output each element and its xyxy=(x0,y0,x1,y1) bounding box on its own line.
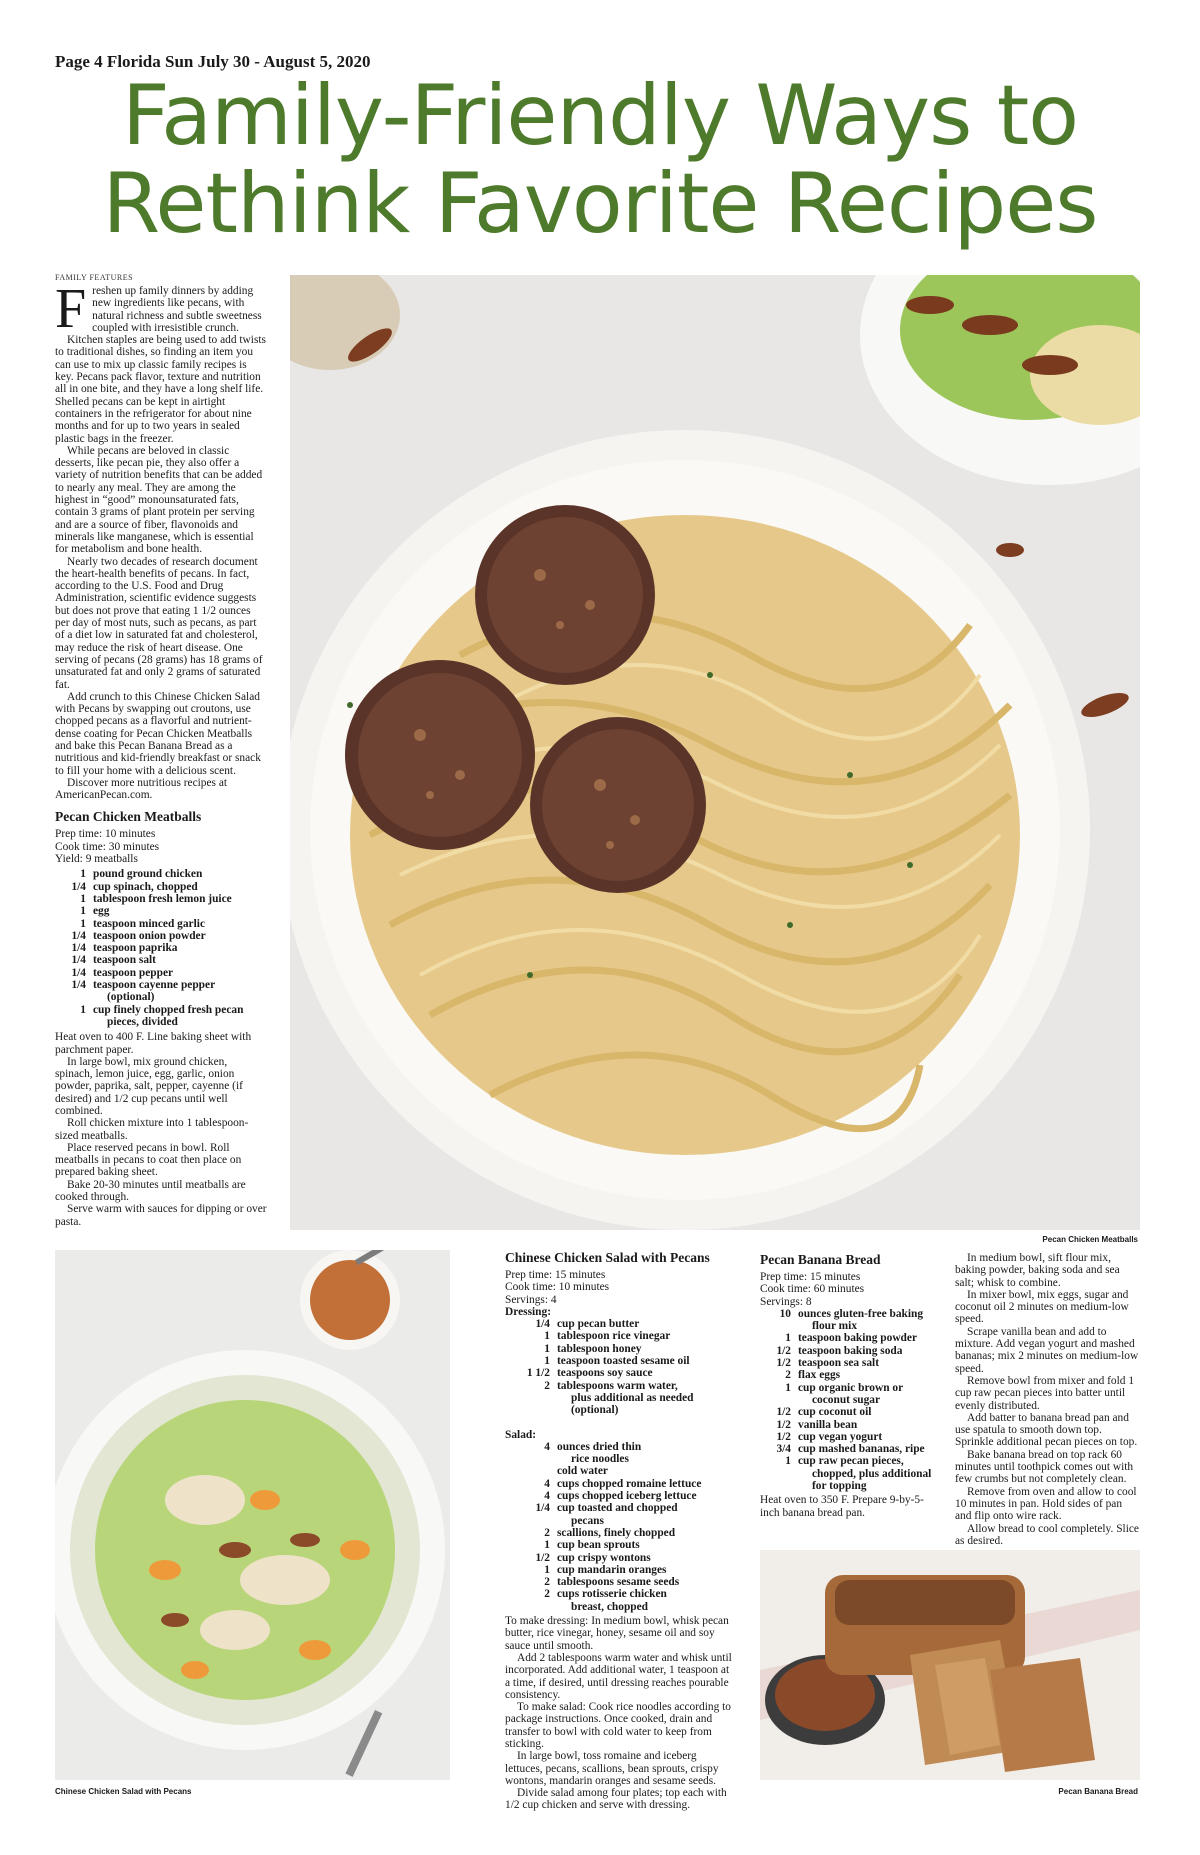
meatballs-yield: Yield: 9 meatballs xyxy=(55,853,138,866)
ingredient-row: 1 tablespoon honey xyxy=(544,1342,642,1355)
ingredient-row: 4 cups chopped romaine lettuce xyxy=(544,1477,702,1490)
headline-line-2: Rethink Favorite Recipes xyxy=(102,155,1098,252)
meatballs-step-2: In large bowl, mix ground chicken, spinach, lemon juice, egg, garlic, onion powder, paprika, salt, pepper, cayenne (if desired) and 1/2 cup pecans until well combined. xyxy=(55,1055,243,1117)
ingredient-row: 1/4 teaspoon cayenne pepper (optional) xyxy=(71,979,216,1004)
credit-line: FAMILY FEATURES xyxy=(55,273,134,282)
meatballs-cook: Cook time: 30 minutes xyxy=(55,840,160,853)
salad-servings: Servings: 4 xyxy=(505,1293,557,1306)
meatballs-title: Pecan Chicken Meatballs xyxy=(55,809,202,825)
meatballs-step-6: Serve warm with sauces for dipping or over pasta. xyxy=(55,1203,267,1228)
bread-photo xyxy=(760,1550,1140,1780)
ingredient-row: 4 ounces dried thin rice noodles xyxy=(544,1440,642,1466)
intro-paragraph-4: Nearly two decades of research document the heart-health benefits of pecans. In fact, according to the U.S. Food and Drug Administration, scientific evidence suggests but does not prove that eating 1 1/2 ounces per day of most nuts, such as pecans, as part of a diet low in saturated fat and cholesterol, may reduce the risk of heart disease. One serving of pecans (28 grams) has 18 grams of unsaturated fat and only 2 grams of saturated fat. xyxy=(55,555,263,691)
bread-step-3: In mixer bowl, mix eggs, sugar and coconut oil 2 minutes on medium-low speed. xyxy=(955,1288,1129,1326)
ingredient-row: 1/4 teaspoon onion powder xyxy=(71,929,206,942)
ingredient-row: 1/4 cup toasted and chopped pecans xyxy=(535,1502,678,1527)
salad-title: Chinese Chicken Salad with Pecans xyxy=(505,1250,710,1265)
ingredient-row: 2 flax eggs xyxy=(785,1369,841,1382)
page-folio: Page 4 Florida Sun July 30 - August 5, 2020 xyxy=(55,52,371,71)
salad-column xyxy=(505,1250,737,1812)
ingredient-row: 2 scallions, finely chopped xyxy=(544,1526,676,1539)
meatballs-step-4: Place reserved pecans in bowl. Roll meatballs in pecans to coat then place on prepared baking sheet. xyxy=(55,1141,242,1179)
ingredient-row: 1 1/2 teaspoons soy sauce xyxy=(526,1367,653,1380)
ingredient-row: 1 cup mandarin oranges xyxy=(544,1563,667,1576)
ingredient-row: cold water xyxy=(557,1465,608,1478)
bread-prep: Prep time: 15 minutes xyxy=(760,1271,861,1283)
intro-column xyxy=(55,278,267,1228)
ingredient-row: 1/2 teaspoon baking soda xyxy=(776,1344,903,1357)
intro-paragraph-5: Add crunch to this Chinese Chicken Salad with Pecans by swapping out croutons, use chopped pecans as a flavorful and nutrient-dense coating for Pecan Chicken Meatballs and bake this Pecan Banana Bread as a nutritious and kid-friendly breakfast or snack to fill your home with a delicious scent. xyxy=(55,690,261,777)
meatballs-step-5: Bake 20-30 minutes until meatballs are cooked through. xyxy=(55,1178,246,1204)
intro-paragraph-2: Kitchen staples are being used to add twists to traditional dishes, so finding an item you can use to mix up classic family recipes is key. Pecans pack flavor, texture and nutrition all in one bite, and they have a long shelf life. Shelled pecans can be kept in airtight containers in the refrigerator for about nine months and for up to two years in sealed plastic bags in the freezer. xyxy=(55,334,266,445)
bread-cook: Cook time: 60 minutes xyxy=(760,1283,865,1296)
ingredient-row: 2 tablespoons warm water, plus additional as needed (optional) xyxy=(544,1379,694,1417)
bread-column-1 xyxy=(760,1252,938,1519)
ingredient-row: 1/2 cup vegan yogurt xyxy=(776,1430,883,1443)
ingredient-row: 4 cups chopped iceberg lettuce xyxy=(544,1490,697,1503)
salad-step-1: To make dressing: In medium bowl, whisk pecan butter, rice vinegar, honey, sesame oil and soy sauce until smooth. xyxy=(505,1615,729,1652)
bread-ingredient-list xyxy=(760,1308,938,1492)
meatballs-ingredient-list xyxy=(55,868,267,1028)
ingredient-row: 1/2 cup coconut oil xyxy=(776,1406,872,1419)
ingredient-row: 1 pound ground chicken xyxy=(80,868,203,881)
ingredient-row: 1/4 teaspoon salt xyxy=(71,954,156,967)
salad-cook: Cook time: 10 minutes xyxy=(505,1281,610,1294)
bread-step-1: Heat oven to 350 F. Prepare 9-by-5-inch banana bread pan. xyxy=(760,1494,924,1519)
ingredient-row: 1 cup raw pecan pieces, chopped, plus additional for topping xyxy=(785,1455,932,1493)
ingredient-row: 1 egg xyxy=(80,905,110,918)
bread-servings: Servings: 8 xyxy=(760,1295,812,1308)
salad-photo-caption: Chinese Chicken Salad with Pecans xyxy=(55,1787,192,1796)
bread-photo-caption: Pecan Banana Bread xyxy=(1058,1787,1138,1796)
bread-step-7: Bake banana bread on top rack 60 minutes until toothpick comes out with few crumbs but not completely clean. xyxy=(955,1448,1134,1486)
headline-line-1: Family-Friendly Ways to xyxy=(121,67,1079,164)
ingredient-row: 1/4 cup spinach, chopped xyxy=(71,880,198,893)
meatballs-step-3: Roll chicken mixture into 1 tablespoon-sized meatballs. xyxy=(55,1117,249,1142)
intro-paragraph-1: Freshen up family dinners by adding new ingredients like pecans, with natural richness and subtle sweetness coupled with irresistible crunch. xyxy=(55,278,262,340)
salad-step-2: Add 2 tablespoons warm water and whisk until incorporated. Add additional water, 1 teaspoon at a time, if desired, until dressing reaches pourable consistency. xyxy=(505,1651,732,1701)
bread-step-4: Scrape vanilla bean and add to mixture. Add vegan yogurt and mashed bananas; mix 2 minutes on medium-low speed. xyxy=(955,1325,1139,1375)
ingredient-row: 2 tablespoons sesame seeds xyxy=(544,1576,680,1589)
salad-step-5: Divide salad among four plates; top each with 1/2 cup chicken and serve with dressing. xyxy=(505,1787,727,1812)
page-headline xyxy=(40,67,1160,252)
ingredient-row: 1 cup organic brown or coconut sugar xyxy=(785,1381,904,1406)
bread-title: Pecan Banana Bread xyxy=(760,1252,881,1267)
ingredient-row: 1/2 teaspoon sea salt xyxy=(776,1357,880,1370)
salad-ingredient-list xyxy=(505,1441,737,1613)
salad-label: Salad: xyxy=(505,1428,537,1441)
ingredient-row: 1 tablespoon fresh lemon juice xyxy=(80,892,232,905)
ingredient-row: 1/2 vanilla bean xyxy=(776,1418,858,1431)
intro-paragraph-6: Discover more nutritious recipes at AmericanPecan.com. xyxy=(55,776,228,802)
bread-step-8: Remove from oven and allow to cool 10 minutes in pan. Hold sides of pan and flip onto wire rack. xyxy=(955,1485,1137,1523)
bread-column-2 xyxy=(955,1252,1141,1547)
dressing-label: Dressing: xyxy=(505,1305,551,1318)
salad-photo xyxy=(55,1250,450,1780)
bread-step-9: Allow bread to cool completely. Slice as desired. xyxy=(955,1522,1139,1547)
ingredient-row: 1 teaspoon toasted sesame oil xyxy=(544,1355,690,1368)
ingredient-row: 3/4 cup mashed bananas, ripe xyxy=(776,1443,925,1456)
salad-step-3: To make salad: Cook rice noodles according to package instructions. Once cooked, drain and transfer to bowl with cold water to keep from sticking. xyxy=(505,1701,731,1750)
ingredient-row: 1/2 cup crispy wontons xyxy=(535,1551,651,1564)
ingredient-row: 1 teaspoon minced garlic xyxy=(80,917,205,930)
dressing-ingredient-list xyxy=(505,1318,737,1416)
ingredient-row: 1/4 teaspoon paprika xyxy=(71,942,178,955)
ingredient-row: 1/4 teaspoon pepper xyxy=(71,966,174,979)
salad-step-4: In large bowl, toss romaine and iceberg lettuces, pecans, scallions, bean sprouts, crispy wontons, mandarin oranges and sesame seeds. xyxy=(505,1750,719,1787)
ingredient-row: 2 cups rotisserie chicken breast, chopped xyxy=(544,1588,667,1613)
bread-step-5: Remove bowl from mixer and fold 1 cup raw pecan pieces into batter until evenly distributed. xyxy=(955,1374,1135,1412)
salad-prep: Prep time: 15 minutes xyxy=(505,1269,606,1281)
intro-paragraph-3: While pecans are beloved in classic desserts, like pecan pie, they also offer a variety of nutrition benefits that can be added to nearly any meal. They are among the highest in “good” monounsaturated fats, contain 3 grams of plant protein per serving and are a source of fiber, flavonoids and minerals like manganese, which is essential for metabolism and bone health. xyxy=(55,444,263,556)
ingredient-row: 1 cup finely chopped fresh pecan pieces, divided xyxy=(80,1003,244,1028)
ingredient-row: 10 ounces gluten-free baking flour mix xyxy=(779,1307,924,1333)
meatballs-prep: Prep time: 10 minutes xyxy=(55,828,156,841)
ingredient-row: 1 tablespoon rice vinegar xyxy=(544,1330,671,1343)
meatballs-step-1: Heat oven to 400 F. Line baking sheet with parchment paper. xyxy=(55,1031,252,1056)
drop-cap: F xyxy=(55,278,87,340)
meatballs-photo xyxy=(290,275,1140,1230)
meatballs-photo-caption: Pecan Chicken Meatballs xyxy=(1042,1235,1138,1244)
bread-step-6: Add batter to banana bread pan and use spatula to smooth down top. Sprinkle additional pecan pieces on top. xyxy=(955,1411,1138,1449)
ingredient-row: 1 cup bean sprouts xyxy=(544,1539,640,1552)
ingredient-row: 1/4 cup pecan butter xyxy=(535,1318,640,1331)
ingredient-row: 1 teaspoon baking powder xyxy=(785,1332,917,1345)
bread-step-2: In medium bowl, sift flour mix, baking powder, baking soda and sea salt; whisk to combine. xyxy=(955,1252,1120,1289)
